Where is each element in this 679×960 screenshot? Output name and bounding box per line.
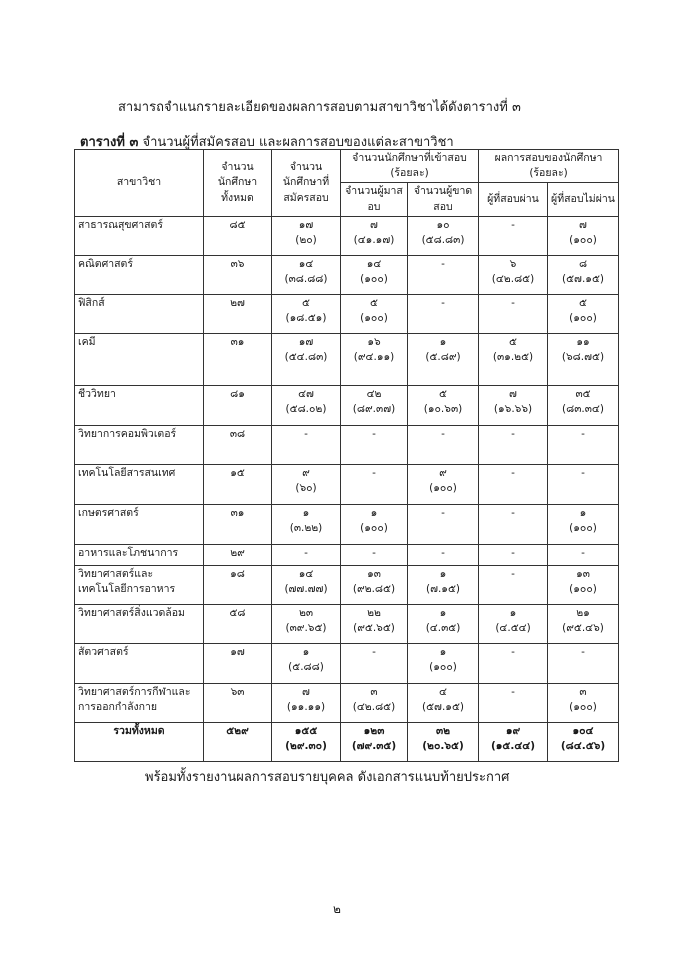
pass-value: ๗ (509, 387, 517, 400)
table-row (75, 216, 619, 255)
fail-cell (548, 604, 619, 643)
applied-cell (272, 385, 341, 425)
present-cell (341, 425, 408, 464)
applied-value: - (304, 427, 308, 440)
applied-value: - (304, 546, 308, 559)
present-cell (341, 216, 408, 255)
table-caption-label: ตารางที่ ๓ (80, 135, 139, 150)
absent-cell (408, 643, 479, 683)
present-value: - (372, 427, 376, 440)
applied-percent: (๗๗.๗๗) (284, 583, 328, 596)
absent-cell (408, 425, 479, 464)
total-cell: ๓๖ (204, 255, 272, 294)
applied-cell (272, 565, 341, 604)
absent-value: ๕ (439, 387, 447, 400)
pass-value: - (511, 296, 515, 309)
present-value: - (372, 546, 376, 559)
present-percent: (๙๔.๑๑) (353, 351, 395, 364)
present-cell (341, 385, 408, 425)
pass-value: - (511, 546, 515, 559)
pass-cell (479, 683, 548, 722)
applied-cell (272, 604, 341, 643)
fail-percent: (๕๗.๑๕) (562, 273, 604, 286)
applied-cell (272, 683, 341, 722)
pass-value: - (511, 685, 515, 698)
fail-cell (548, 464, 619, 504)
applied-value: ๕ (302, 296, 310, 309)
absent-cell (408, 565, 479, 604)
subject-cell: วิทยาศาสตร์การกีฬาและการออกกำลังกาย (75, 683, 204, 722)
absent-percent: (๑๐๐) (429, 482, 457, 495)
total-cell: ๘๕ (204, 216, 272, 255)
total-cell: ๑๘ (204, 565, 272, 604)
subject-cell: วิทยาศาสตร์สิ่งแวดล้อม (75, 604, 204, 643)
fail-cell (548, 255, 619, 294)
present-value: - (372, 466, 376, 479)
fail-value: ๑๑ (576, 335, 590, 348)
absent-value: - (441, 427, 445, 440)
fail-value: ๑๐๔ (572, 724, 594, 737)
total-cell: ๓๑ (204, 504, 272, 544)
table-row (75, 255, 619, 294)
absent-cell (408, 255, 479, 294)
present-percent: (๘๙.๓๗) (352, 403, 396, 416)
absent-value: - (441, 296, 445, 309)
fail-value: ๑๓ (576, 567, 590, 580)
present-percent: (๔๒.๘๕) (352, 701, 396, 714)
fail-value: ๓๕ (575, 387, 591, 400)
total-cell: ๘๑ (204, 385, 272, 425)
fail-percent: (๑๐๐) (569, 701, 597, 714)
absent-cell (408, 385, 479, 425)
table-row (75, 333, 619, 385)
pass-cell (479, 643, 548, 683)
total-cell: ๒๗ (204, 294, 272, 333)
applied-percent: (๒๙.๓๐) (285, 740, 327, 753)
subject-cell: เกษตรศาสตร์ (75, 504, 204, 544)
present-value: ๑๒๓ (363, 724, 385, 737)
pass-cell (479, 722, 548, 761)
present-value: ๗ (370, 218, 378, 231)
table-row (75, 464, 619, 504)
header-attend-group: จำนวนนักศึกษาที่เข้าสอบ (ร้อยละ) (341, 150, 479, 183)
table-row (75, 544, 619, 565)
header-result-group: ผลการสอบของนักศึกษา (ร้อยละ) (479, 150, 619, 183)
present-percent: (๙๕.๖๕) (353, 622, 395, 635)
fail-cell (548, 385, 619, 425)
applied-percent: (๓.๒๒) (289, 522, 323, 535)
applied-value: ๑๔ (298, 567, 314, 580)
header-pass: ผู้ที่สอบผ่าน (479, 183, 548, 216)
fail-cell (548, 333, 619, 385)
pass-cell (479, 385, 548, 425)
fail-percent: (๘๔.๕๖) (560, 740, 606, 753)
fail-value: - (581, 466, 585, 479)
fail-value: ๑ (579, 506, 587, 519)
applied-percent: (๕๔.๘๓) (284, 351, 328, 364)
table-row (75, 565, 619, 604)
header-subject: สาขาวิชา (75, 150, 204, 217)
subject-cell: วิทยาศาสตร์และเทคโนโลยีการอาหาร (75, 565, 204, 604)
subject-cell: อาหารและโภชนาการ (75, 544, 204, 565)
absent-percent: (๕๗.๑๕) (422, 701, 464, 714)
present-cell (341, 643, 408, 683)
present-percent: (๙๒.๘๕) (352, 583, 396, 596)
applied-value: ๔๗ (298, 387, 314, 400)
applied-cell (272, 255, 341, 294)
fail-value: ๘ (578, 257, 588, 270)
pass-cell (479, 544, 548, 565)
absent-percent: (๑๐.๖๓) (423, 403, 463, 416)
fail-percent: (๘๓.๓๔) (562, 403, 604, 416)
absent-percent: (๔.๓๕) (425, 622, 461, 635)
page-number: ๒ (333, 902, 341, 916)
applied-value: ๒๓ (298, 606, 314, 619)
fail-cell (548, 722, 619, 761)
subject-cell: สาธารณสุขศาสตร์ (75, 216, 204, 255)
pass-cell (479, 504, 548, 544)
pass-value: - (511, 506, 515, 519)
total-cell: ๕๘ (204, 604, 272, 643)
present-value: ๑๖ (367, 335, 381, 348)
absent-value: - (441, 257, 445, 270)
header-total-students: จำนวนนักศึกษาทั้งหมด (204, 150, 272, 217)
present-cell (341, 683, 408, 722)
table-row (75, 504, 619, 544)
present-value: - (372, 645, 376, 658)
pass-cell (479, 464, 548, 504)
header-applied: จำนวนนักศึกษาที่สมัครสอบ (272, 150, 341, 217)
fail-cell (548, 643, 619, 683)
absent-value: ๑ (439, 606, 447, 619)
absent-value: ๙ (439, 466, 447, 479)
applied-value: ๑๔ (298, 257, 314, 270)
absent-cell (408, 544, 479, 565)
absent-percent: (๒๐.๖๕) (422, 740, 464, 753)
absent-percent: (๕๘.๘๓) (421, 234, 465, 247)
subject-cell: คณิตศาสตร์ (75, 255, 204, 294)
fail-cell (548, 216, 619, 255)
fail-cell (548, 565, 619, 604)
fail-percent: (๑๐๐) (569, 312, 597, 325)
pass-value: ๕ (509, 335, 517, 348)
absent-cell (408, 504, 479, 544)
total-cell: ๒๙ (204, 544, 272, 565)
applied-cell (272, 504, 341, 544)
table-row (75, 294, 619, 333)
applied-cell (272, 544, 341, 565)
present-value: ๕ (370, 296, 378, 309)
present-cell (341, 565, 408, 604)
pass-cell (479, 216, 548, 255)
pass-cell (479, 604, 548, 643)
present-cell (341, 333, 408, 385)
table-row (75, 385, 619, 425)
fail-percent: (๙๕.๔๖) (562, 622, 604, 635)
applied-value: ๑ (302, 645, 310, 658)
fail-value: - (581, 546, 585, 559)
applied-cell (272, 294, 341, 333)
fail-cell (548, 544, 619, 565)
fail-value: ๗ (579, 218, 587, 231)
absent-cell (408, 216, 479, 255)
fail-percent: (๑๐๐) (569, 583, 597, 596)
present-value: ๑ (370, 506, 378, 519)
absent-value: ๑๐ (436, 218, 450, 231)
applied-percent: (๕๘.๐๒) (285, 403, 327, 416)
total-cell: ๑๗ (204, 643, 272, 683)
fail-value: - (581, 427, 585, 440)
pass-percent: (๓๑.๒๕) (492, 351, 534, 364)
pass-cell (479, 565, 548, 604)
table-row (75, 425, 619, 464)
total-row (75, 722, 619, 761)
applied-percent: (๑๘.๕๑) (285, 312, 327, 325)
pass-cell (479, 294, 548, 333)
present-cell (341, 255, 408, 294)
applied-cell (272, 333, 341, 385)
fail-percent: (๑๐๐) (569, 522, 597, 535)
fail-value: ๕ (579, 296, 587, 309)
applied-percent: (๒๐) (295, 234, 317, 247)
absent-cell (408, 683, 479, 722)
total-cell: ๑๕ (204, 464, 272, 504)
applied-percent: (๕.๘๘) (288, 661, 324, 674)
pass-percent: (๔๒.๘๕) (491, 273, 535, 286)
fail-value: ๓ (579, 685, 587, 698)
pass-value: - (511, 218, 515, 231)
pass-value: - (511, 645, 515, 658)
total-cell: ๖๓ (204, 683, 272, 722)
pass-percent: (๑๖.๖๖) (493, 403, 533, 416)
table-row (75, 643, 619, 683)
applied-value: ๑๗ (298, 335, 314, 348)
pass-cell (479, 425, 548, 464)
table-row (75, 683, 619, 722)
subject-cell: วิทยาการคอมพิวเตอร์ (75, 425, 204, 464)
subject-cell: สัตวศาสตร์ (75, 643, 204, 683)
subject-cell: ฟิสิกส์ (75, 294, 204, 333)
applied-cell (272, 216, 341, 255)
pass-value: ๖ (509, 257, 517, 270)
pass-value: - (511, 427, 515, 440)
absent-cell (408, 294, 479, 333)
exam-results-table (74, 149, 619, 762)
absent-value: ๓๒ (435, 724, 451, 737)
subject-cell: เคมี (75, 333, 204, 385)
applied-value: ๑๕๕ (294, 724, 318, 737)
applied-percent: (๑๑.๑๑) (286, 701, 326, 714)
pass-value: - (511, 466, 515, 479)
absent-value: - (441, 506, 445, 519)
absent-value: ๑ (439, 645, 447, 658)
absent-cell (408, 604, 479, 643)
applied-value: ๙ (302, 466, 310, 479)
absent-value: ๑ (439, 567, 447, 580)
applied-value: ๑๗ (298, 218, 314, 231)
applied-cell (272, 722, 341, 761)
absent-percent: (๗.๑๕) (425, 583, 461, 596)
present-value: ๒๒ (367, 606, 381, 619)
present-percent: (๑๐๐) (360, 273, 388, 286)
fail-value: - (581, 645, 585, 658)
total-cell: ๓๘ (204, 425, 272, 464)
present-percent: (๔๑.๑๗) (353, 234, 395, 247)
pass-cell (479, 333, 548, 385)
applied-cell (272, 464, 341, 504)
fail-cell (548, 294, 619, 333)
header-absent: จำนวนผู้ขาดสอบ (408, 183, 479, 216)
fail-percent: (๑๐๐) (569, 234, 597, 247)
applied-percent: (๓๙.๖๕) (285, 622, 327, 635)
header-present: จำนวนผู้มาสอบ (341, 183, 408, 216)
applied-value: ๗ (302, 685, 310, 698)
present-value: ๓ (370, 685, 378, 698)
absent-value: ๔ (439, 685, 447, 698)
fail-value: ๒๑ (576, 606, 590, 619)
subject-cell: ชีววิทยา (75, 385, 204, 425)
present-cell (341, 604, 408, 643)
applied-value: ๑ (302, 506, 310, 519)
present-percent: (๑๐๐) (360, 312, 388, 325)
absent-value: - (441, 546, 445, 559)
present-cell (341, 294, 408, 333)
fail-percent: (๖๘.๗๕) (561, 351, 605, 364)
absent-cell (408, 333, 479, 385)
pass-percent: (๑๕.๔๔) (490, 740, 536, 753)
applied-percent: (๖๐) (295, 482, 317, 495)
pass-value: ๑๙ (505, 724, 521, 737)
absent-percent: (๕.๘๙) (425, 351, 461, 364)
absent-cell (408, 722, 479, 761)
total-cell: ๓๑ (204, 333, 272, 385)
pass-value: ๑ (509, 606, 517, 619)
table-caption-text: จำนวนผู้ที่สมัครสอบ และผลการสอบของแต่ละสาขาวิชา (142, 135, 454, 150)
table-row (75, 604, 619, 643)
present-percent: (๗๙.๓๕) (351, 740, 397, 753)
intro-paragraph: สามารถจำแนกรายละเอียดของผลการสอบตามสาขาวิชาได้ดังตารางที่ ๓ (118, 100, 521, 115)
subject-cell: เทคโนโลยีสารสนเทศ (75, 464, 204, 504)
fail-cell (548, 683, 619, 722)
fail-cell (548, 504, 619, 544)
fail-cell (548, 425, 619, 464)
absent-percent: (๑๐๐) (429, 661, 457, 674)
applied-percent: (๓๘.๘๘) (284, 273, 328, 286)
pass-percent: (๔.๕๔) (495, 622, 531, 635)
applied-cell (272, 643, 341, 683)
present-cell (341, 544, 408, 565)
present-cell (341, 504, 408, 544)
present-value: ๑๓ (367, 567, 381, 580)
present-cell (341, 722, 408, 761)
total-cell: ๕๒๙ (204, 722, 272, 761)
pass-cell (479, 255, 548, 294)
present-value: ๑๔ (366, 257, 382, 270)
present-value: ๔๒ (366, 387, 382, 400)
absent-cell (408, 464, 479, 504)
total-label-cell: รวมทั้งหมด (75, 722, 204, 761)
pass-value: - (511, 567, 515, 580)
applied-cell (272, 425, 341, 464)
present-percent: (๑๐๐) (360, 522, 388, 535)
footer-paragraph: พร้อมทั้งรายงานผลการสอบรายบุคคล ดังเอกสารแนบท้ายประกาศ (145, 770, 510, 785)
header-fail: ผู้ที่สอบไม่ผ่าน (548, 183, 619, 216)
absent-value: ๑ (439, 335, 447, 348)
present-cell (341, 464, 408, 504)
